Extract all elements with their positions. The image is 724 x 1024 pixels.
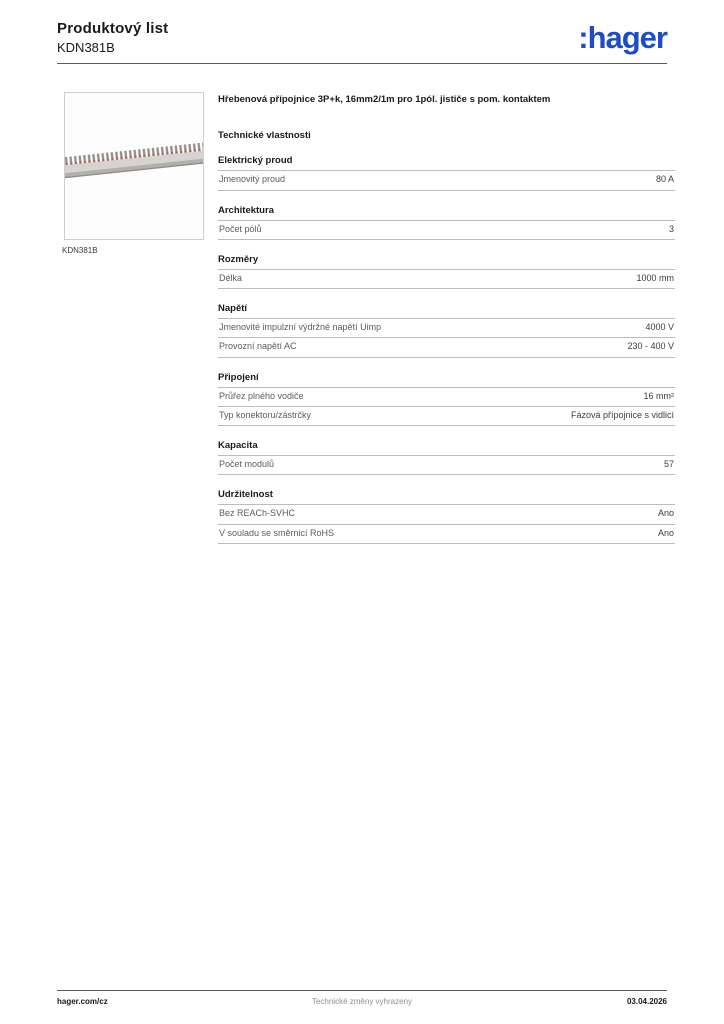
spec-row-label: Jmenovité impulzní výdržné napětí Uimp [219,322,382,333]
spec-row-label: Počet pólů [219,223,262,234]
spec-row [218,220,675,239]
spec-rows [218,318,675,358]
spec-row-label: Průřez plného vodiče [219,390,304,401]
spec-row [218,387,675,406]
spec-row-label: Bez REACh-SVHC [219,508,296,519]
doc-type-title: Produktový list [57,20,169,37]
spec-row-value: 230 - 400 V [627,341,674,352]
spec-row-label: Typ konektoru/zástrčky [219,409,312,420]
spec-row-value: Ano [657,508,674,519]
footer [57,997,667,1006]
spec-row-value: Fázová přípojnice s vidlicí [570,409,674,420]
main-content [218,94,675,544]
spec-row-value: 4000 V [645,322,674,333]
spec-row-value: 1000 mm [636,272,674,283]
spec-row [218,406,675,425]
spec-rows [218,387,675,427]
footer-disclaimer: Technické změny vyhrazeny [311,997,413,1006]
header-divider [57,63,667,64]
spec-row [218,318,675,337]
spec-section-title: Elektrický proud [218,155,293,167]
spec-row [218,455,675,474]
spec-rows [218,455,675,475]
spec-row [218,337,675,356]
spec-row-label: Jmenovitý proud [219,174,286,185]
product-image-caption: KDN381B [62,246,98,255]
spec-rows [218,504,675,544]
footer-date: 03.04.2026 [626,997,667,1006]
spec-section-sustainability [218,489,675,544]
spec-row-value: 16 mm² [643,390,674,401]
spec-row [218,504,675,523]
spec-section-title: Rozměry [218,253,259,265]
footer-divider [57,990,667,991]
spec-section-voltage [218,303,675,358]
spec-row-label: V souladu se směrnicí RoHS [219,527,335,538]
spec-row [218,269,675,288]
spec-section-title: Napětí [218,303,248,315]
header [57,20,168,55]
spec-row-value: Ano [657,527,674,538]
spec-section-title: Architektura [218,204,274,216]
spec-row-value: 3 [668,223,674,234]
spec-row-value: 57 [663,459,674,470]
spec-section-capacity [218,440,675,475]
spec-rows [218,220,675,240]
spec-section-title: Kapacita [218,440,258,452]
hager-logo: :hager [578,20,667,55]
spec-section-architecture [218,205,675,240]
spec-row-label: Počet modulů [219,459,275,470]
busbar-product-photo [65,93,203,239]
footer-website: hager.com/cz [57,997,108,1006]
product-title: Hřebenová přípojnice 3P+k, 16mm2/1m pro 1pól. jističe s pom. kontaktem [218,94,551,105]
spec-rows [218,170,675,190]
spec-section-title: Připojení [218,371,259,383]
spec-row [218,170,675,189]
spec-section-connection [218,372,675,427]
product-code: KDN381B [57,40,115,55]
spec-rows [218,269,675,289]
spec-row-value: 80 A [655,174,674,185]
spec-section-dimensions [218,254,675,289]
product-image-frame [64,92,204,240]
spec-row [218,524,675,543]
spec-row-label: Délka [219,272,243,283]
spec-section-electrical [218,155,675,190]
spec-section-title: Udržitelnost [218,489,273,501]
spec-row-label: Provozní napětí AC [219,341,297,352]
tech-properties-heading: Technické vlastnosti [218,130,311,142]
